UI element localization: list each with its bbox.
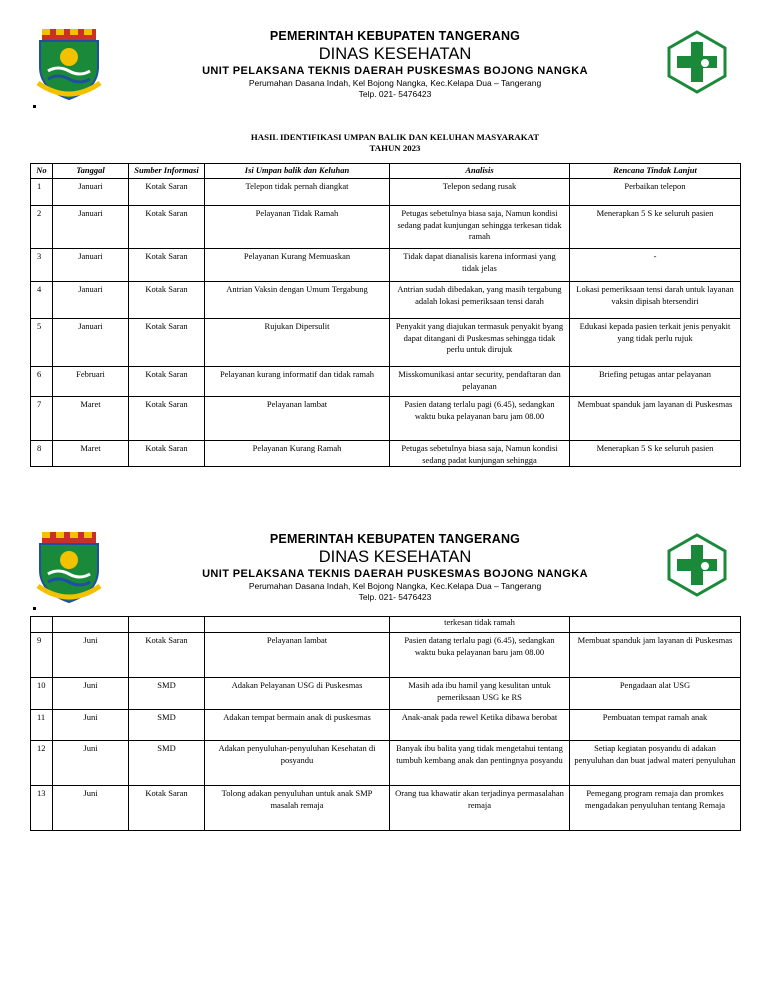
cell-analisis: Pasien datang terlalu pagi (6.45), sedangkan waktu buka pelayanan baru jam 08.00 [390,397,570,441]
cell-no: 4 [31,282,53,319]
cell-sumber: Kotak Saran [129,319,205,367]
cell-rtl: Lokasi pemeriksaan tensi darah untuk layanan vaksin dipisah btersendiri [570,282,741,319]
cell-no: 12 [31,741,53,786]
cell-tanggal: Januari [53,319,129,367]
cell-tanggal: Januari [53,206,129,249]
cell-sumber: SMD [129,710,205,741]
table-row-continuation [31,617,741,633]
cell-tanggal: Maret [53,441,129,467]
cell-sumber: Kotak Saran [129,786,205,831]
cell-rtl: Menerapkan 5 S ke seluruh pasien [570,441,741,467]
header-phone: Telp. 021- 5476423 [358,89,432,99]
cell-no: 1 [31,179,53,206]
col-rtl-header: Rencana Tindak Lanjut [570,164,741,179]
cell-tanggal: Januari [53,282,129,319]
cell-rtl: Membuat spanduk jam layanan di Puskesmas [570,397,741,441]
bullet-marker [33,607,36,610]
cell-analisis: Petugas sebetulnya biasa saja, Namun kondisi sedang padat kunjungan sehingga [390,441,570,467]
cell-no: 9 [31,633,53,678]
cell-rtl: Pengadaan alat USG [570,678,741,710]
cell-no: 5 [31,319,53,367]
header-address: Perumahan Dasana Indah, Kel Bojong Nangka, Kec.Kelapa Dua – Tangerang [248,78,542,88]
cell-sumber: SMD [129,678,205,710]
cell-isi: Antrian Vaksin dengan Umum Tergabung [205,282,390,319]
table-row [31,786,741,831]
cell-no: 8 [31,441,53,467]
cell-rtl: Menerapkan 5 S ke seluruh pasien [570,206,741,249]
cell-analisis: Anak-anak pada rewel Ketika dibawa berobat [390,710,570,741]
puskesmas-cross-icon [667,30,727,94]
kabupaten-tangerang-crest-icon [36,530,102,604]
cell-rtl: Briefing petugas antar pelayanan [570,367,741,397]
document-title [150,132,640,154]
cell-isi: Pelayanan Tidak Ramah [205,206,390,249]
table-row [31,441,741,467]
cell-analisis: Penyakit yang diajukan termasuk penyakit byang dapat ditangani di Puskesmas sehingga tidak perlu untuk dirujuk [390,319,570,367]
header-agency: DINAS KESEHATAN [318,45,472,63]
cell-analisis: Misskomunikasi antar security, pendaftaran dan pelayanan [390,367,570,397]
cell-isi: Adakan penyuluhan-penyuluhan Kesehatan di posyandu [205,741,390,786]
cell-isi: Pelayanan Kurang Memuaskan [205,249,390,282]
cell-rtl: Pembuatan tempat ramah anak [570,710,741,741]
cell-no: 10 [31,678,53,710]
col-tanggal-header: Tanggal [53,164,129,179]
cell-isi: Pelayanan lambat [205,633,390,678]
cell-sumber: Kotak Saran [129,206,205,249]
cell-tanggal: Juni [53,786,129,831]
cell-isi: Pelayanan lambat [205,397,390,441]
cell-tanggal: Februari [53,367,129,397]
puskesmas-cross-icon [667,533,727,597]
cell-rtl: Pemegang program remaja dan promkes mengadakan penyuluhan tentang Remaja [570,786,741,831]
cell-analisis: Banyak ibu balita yang tidak mengetahui tentang tumbuh kembang anak dan pentingnya posyandu [390,741,570,786]
col-isi-header: Isi Umpan balik dan Keluhan [205,164,390,179]
table-row [31,741,741,786]
cell-rtl: Perbaikan telepon [570,179,741,206]
title-line-1: HASIL IDENTIFIKASI UMPAN BALIK DAN KELUHAN MASYARAKAT [250,132,540,142]
cell-analisis: Orang tua khawatir akan terjadinya permasalahan remaja [390,786,570,831]
cell-analisis: Pasien datang terlalu pagi (6.45), sedangkan waktu buka pelayanan baru jam 08.00 [390,633,570,678]
cell-no: 2 [31,206,53,249]
cell-rtl: Membuat spanduk jam layanan di Puskesmas [570,633,741,678]
cell-tanggal: Januari [53,249,129,282]
table-row [31,367,741,397]
cell-analisis: Tidak dapat dianalisis karena informasi yang tidak jelas [390,249,570,282]
cell-isi: Adakan tempat bermain anak di puskesmas [205,710,390,741]
table-row [31,282,741,319]
cell-isi: Rujukan Dipersulit [205,319,390,367]
cell-tanggal: Juni [53,741,129,786]
header-unit: UNIT PELAKSANA TEKNIS DAERAH PUSKESMAS BOJONG NANGKA [202,568,588,580]
cell-analisis: Telepon sedang rusak [390,179,570,206]
cell-sumber: Kotak Saran [129,179,205,206]
cell-analisis: Petugas sebetulnya biasa saja, Namun kondisi sedang padat kunjungan sehingga terkesan tidak ramah [390,206,570,249]
table-row [31,319,741,367]
cell-no: 7 [31,397,53,441]
cell-tanggal: Juni [53,710,129,741]
cell-sumber: SMD [129,741,205,786]
cell-analisis: terkesan tidak ramah [390,617,570,633]
table-row [31,633,741,678]
cell-isi: Telepon tidak pernah diangkat [205,179,390,206]
header-address: Perumahan Dasana Indah, Kel Bojong Nangka, Kec.Kelapa Dua – Tangerang [248,581,542,591]
table-row [31,206,741,249]
cell-sumber: Kotak Saran [129,249,205,282]
cell-tanggal: Maret [53,397,129,441]
feedback-table-page-2 [30,616,741,831]
cell-sumber: Kotak Saran [129,367,205,397]
cell-sumber: Kotak Saran [129,282,205,319]
kabupaten-tangerang-crest-icon [36,27,102,101]
bullet-marker [33,105,36,108]
cell-sumber: Kotak Saran [129,633,205,678]
col-analisis-header: Analisis [390,164,570,179]
table-row [31,179,741,206]
feedback-table-page-1 [30,163,741,467]
header-agency: DINAS KESEHATAN [318,548,472,566]
cell-isi: Tolong adakan penyuluhan untuk anak SMP masalah remaja [205,786,390,831]
cell-no: 6 [31,367,53,397]
header-government: PEMERINTAH KEBUPATEN TANGERANG [269,532,521,546]
cell-tanggal: Januari [53,179,129,206]
cell-sumber: Kotak Saran [129,441,205,467]
table-row [31,249,741,282]
header-phone: Telp. 021- 5476423 [358,592,432,602]
col-sumber-header: Sumber Informasi [129,164,205,179]
cell-no: 3 [31,249,53,282]
table-row [31,678,741,710]
cell-tanggal: Juni [53,633,129,678]
cell-tanggal: Juni [53,678,129,710]
cell-analisis: Masih ada ibu hamil yang kesulitan untuk pemeriksaan USG ke RS [390,678,570,710]
cell-rtl: - [570,249,741,282]
header-government: PEMERINTAH KEBUPATEN TANGERANG [269,29,521,43]
cell-isi: Pelayanan Kurang Ramah [205,441,390,467]
cell-sumber: Kotak Saran [129,397,205,441]
cell-no: 11 [31,710,53,741]
cell-isi: Adakan Pelayanan USG di Puskesmas [205,678,390,710]
title-line-2: TAHUN 2023 [369,143,421,153]
col-no-header: No [31,164,53,179]
table-row [31,397,741,441]
cell-isi: Pelayanan kurang informatif dan tidak ramah [205,367,390,397]
cell-rtl: Edukasi kepada pasien terkait jenis penyakit yang tidak perlu rujuk [570,319,741,367]
table-header-row [31,164,741,179]
cell-no: 13 [31,786,53,831]
table-row [31,710,741,741]
header-unit: UNIT PELAKSANA TEKNIS DAERAH PUSKESMAS BOJONG NANGKA [202,65,588,77]
cell-rtl: Setiap kegiatan posyandu di adakan penyuluhan dan buat jadwal materi penyuluhan [570,741,741,786]
cell-analisis: Antrian sudah dibedakan, yang masih tergabung adalah lokasi pemeriksaan tensi darah [390,282,570,319]
